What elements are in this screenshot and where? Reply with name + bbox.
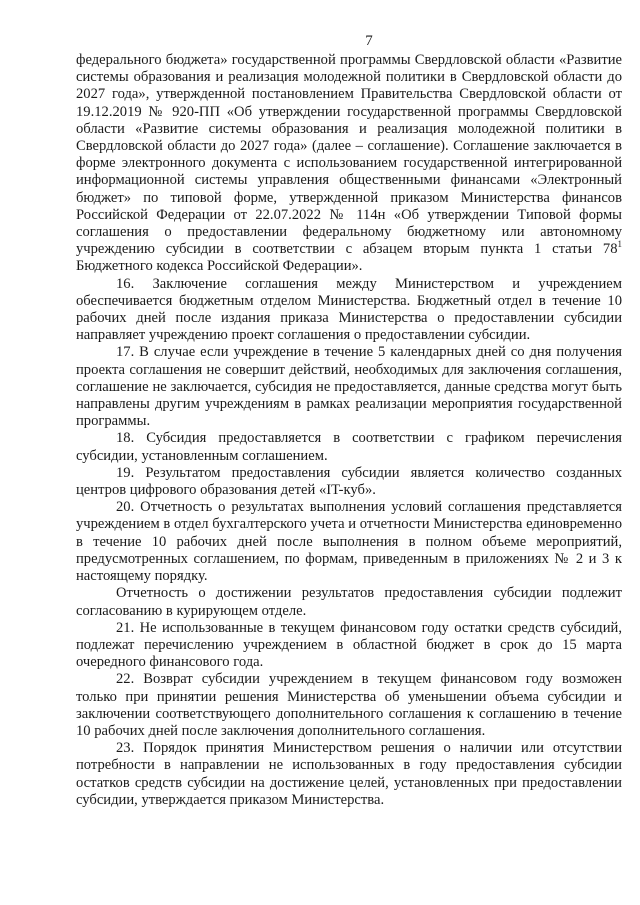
paragraph-19: 19. Результатом предоставления субсидии является количество созданных центров цифрового образования детей «IT-куб».: [76, 464, 622, 499]
paragraph-23: 23. Порядок принятия Министерством решения о наличии или отсутствии потребности в направлении не использованных в году предоставления субсидии остатков средств субсидии на достижение целей, установленных при предоставлении субсидии, утверждается приказом Министерства.: [76, 740, 622, 808]
document-page: [76, 32, 622, 809]
paragraph-continued: [76, 52, 622, 276]
paragraph-20-continued: Отчетность о достижении результатов предоставления субсидии подлежит согласованию в курирующем отделе.: [76, 585, 622, 619]
superscript: 1: [617, 239, 622, 250]
paragraph-16: 16. Заключение соглашения между Министерством и учреждением обеспечивается бюджетным отделом Министерства. Бюджетный отдел в течение 10 рабочих дней после издания приказа Министерства о предоставлении субсидии направляет учреждению проект соглашения о предоставлении субсидии.: [76, 275, 622, 344]
page-number: 7: [365, 33, 373, 49]
paragraph-22: 22. Возврат субсидии учреждением в текущем финансовом году возможен только при принятии решения Министерства об уменьшении объема субсидии и заключении соответствующего дополнительного соглашения к соглашению в течение 10 рабочих дней после заключения дополнительного соглашения.: [76, 671, 622, 739]
paragraph-18: 18. Субсидия предоставляется в соответствии с графиком перечисления субсидии, установленным соглашением.: [76, 430, 622, 464]
paragraph-17: 17. В случае если учреждение в течение 5 календарных дней со дня получения проекта соглашения не совершит действий, необходимых для заключения соглашения, соглашение не заключается, субсидия не предоставляется, данные средства могут быть направлены другим учреждениям в рамках реализации мероприятия государственной программы.: [76, 344, 622, 430]
paragraph-21: 21. Не использованные в текущем финансовом году остатки средств субсидий, подлежат перечислению учреждением в областной бюджет в срок до 15 марта очередного финансового года.: [76, 619, 622, 671]
paragraph-20: 20. Отчетность о результатах выполнения условий соглашения представляется учреждением в отдел бухгалтерского учета и отчетности Министерства единовременно в течение 10 рабочих дней после выполнения в полном объеме мероприятий, предусмотренных соглашением, по формам, приведенным в приложениях № 2 и 3 к настоящему порядку.: [76, 499, 622, 585]
paragraph-text: федерального бюджета» государственной программы Свердловской области «Развитие системы образования и реализация молодежной политики в Свердловской области до 2027 года», утвержденной постановлением Правительства Свердловской области от 19.12.2019 № 920-ПП «Об утверждении государственной программы Свердловской области «Развитие системы образования и реализация молодежной политики в Свердловской области до 2027 года» (далее – соглашение). Соглашение заключается в форме электронного документа с использованием государственной интегрированной информационной системы управления общественными финансами «Электронный бюджет» по типовой форме, утвержденной приказом Министерства финансов Российской Федерации от 22.07.2022 № 114н «Об утверждении Типовой формы соглашения о предоставлении федеральному бюджетному или автономному учреждению субсидии в соответствии с абзацем вторым пункта 1 статьи 78: [76, 52, 622, 258]
paragraph-text-tail: Бюджетного кодекса Российской Федерации».: [76, 258, 363, 275]
